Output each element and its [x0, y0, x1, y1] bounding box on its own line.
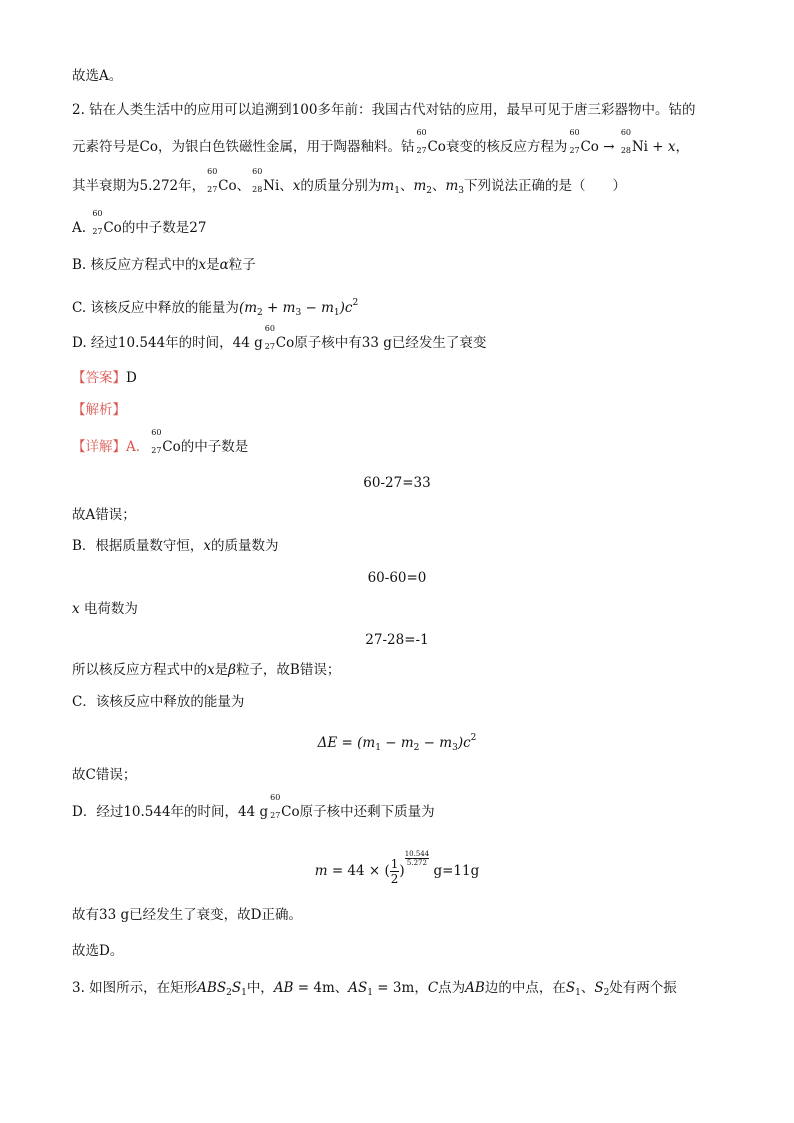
detail-d-conclusion: 故有33 g已经发生了衰变，故D正确。	[72, 907, 302, 923]
text-line: 故C错误；	[72, 767, 137, 783]
text: 中，	[246, 980, 274, 996]
text: 、	[580, 980, 595, 996]
nuclide-co60: 60 27 Co	[270, 793, 300, 820]
text: 其半衰期为5.272年，	[72, 178, 206, 194]
nuclide-co60: 60 27 Co	[207, 167, 237, 194]
nuclide-co60: 60 27 Co	[92, 209, 122, 236]
option-d: D. 经过10.544年的时间，44 g 60 27 Co原子核中有33 g已经发生了衰变	[72, 324, 487, 351]
option-text: 原子核中有	[294, 335, 362, 351]
text: 处有两个振	[609, 980, 677, 996]
option-text: 是	[206, 257, 220, 273]
text: 粒子，故B错误；	[235, 662, 341, 678]
nuclide-co60: 60 27 Co	[569, 128, 599, 155]
answer-value: D	[126, 370, 137, 386]
option-text: C. 该核反应中释放的能量为	[72, 300, 239, 316]
nuclide-ni60: 60 28 Ni	[620, 128, 648, 155]
text: 3. 如图所示，在矩形	[72, 980, 198, 996]
equation-5: m = 44 × ( $\frac{1}{2}$ ) $\frac{10.544}{5.272}$ g=11g	[314, 850, 480, 886]
text: 点为	[438, 980, 466, 996]
question-2-line-1: 2. 钴在人类生活中的应用可以追溯到100多年前：我国古代对钴的应用，最早可见于唐三彩器物中。钴的	[72, 102, 696, 118]
text: B．根据质量数守恒，	[72, 538, 204, 554]
answer-line	[72, 368, 137, 388]
option-text: 粒子	[228, 257, 256, 273]
option-text: 已经发生了衰变	[391, 335, 487, 351]
detail-b: B．根据质量数守恒，x的质量数为	[72, 538, 279, 554]
analysis-heading: 【解析】	[72, 402, 126, 418]
text: 的中子数是	[180, 439, 249, 455]
text: 所以核反应方程式中的	[72, 662, 207, 678]
text-line: 故A错误；	[72, 507, 136, 523]
detail-a	[72, 428, 249, 457]
option-c: C. 该核反应中释放的能量为$(m_2 + m_3 - m_1)c^2$	[72, 298, 359, 318]
text: 的质量数为	[211, 538, 279, 554]
option-a	[72, 209, 207, 238]
nuclide-ni60: 60 28 Ni	[252, 167, 280, 194]
equation-1: 60-27=33	[363, 475, 431, 491]
answer-label: 【答案】	[72, 370, 126, 386]
text: 衰变的核反应方程为	[445, 139, 568, 155]
text: 边的中点，在	[484, 980, 566, 996]
text: 电荷数为	[83, 601, 138, 617]
equation-2: 60-60=0	[367, 570, 427, 586]
text: 已经发生了衰变，故D正确。	[129, 907, 302, 923]
nuclide-co60: 60 27 Co	[416, 128, 446, 155]
option-text: 的中子数是27	[121, 220, 207, 236]
question-2-line-3: 其半衰期为5.272年， 60 27 Co、 60 28 Ni、x的质量分别为$m_1$、$m_2$、$m_3$下列说法正确的是（ ）	[72, 167, 627, 196]
detail-c: C．该核反应中释放的能量为	[72, 694, 245, 710]
text: 是	[214, 662, 229, 678]
text: 原子核中还剩下质量为	[299, 804, 435, 820]
option-b: B. 核反应方程式中的x是α粒子	[72, 257, 256, 273]
text: 的质量分别为	[300, 178, 382, 194]
question-2-line-2: 元素符号是Co，为银白色铁磁性金属，用于陶器釉料。钴 60 27 Co衰变的核反应方程为 60 27 Co → 60 28 Ni + x，	[72, 128, 689, 155]
text-line: x 电荷数为	[72, 601, 138, 617]
text: 故有	[72, 907, 99, 923]
detail-d	[72, 793, 435, 822]
question-3-line-1: 3. 如图所示，在矩形$ABS_2S_1$中，AB = 4m、$AS_1 = 3m$，C点为AB边的中点，在$S_1$、$S_2$处有两个振	[72, 980, 677, 998]
detail-b-conclusion: 所以核反应方程式中的x是β粒子，故B错误；	[72, 662, 341, 678]
text-line: 故选A。	[72, 68, 123, 84]
option-text: B. 核反应方程式中的	[72, 257, 199, 273]
text: 元素符号是Co，为银白色铁磁性金属，用于陶器釉料。钴	[72, 139, 415, 155]
option-text: D. 经过10.544年的时间，44 g	[72, 335, 263, 351]
text: D．经过10.544年的时间，44 g	[72, 804, 269, 820]
nuclide-co60: 60 27 Co	[264, 324, 295, 351]
option-label: A.	[72, 220, 87, 236]
text: ，	[414, 980, 428, 996]
text-line: 故选D。	[72, 943, 124, 959]
text: 下列说法正确的是（ ）	[464, 178, 627, 194]
analysis-label	[72, 400, 126, 420]
text: 、	[334, 980, 349, 996]
equation-3: 27-28=-1	[365, 632, 429, 648]
equation-4: $\Delta E = (m_1 - m_2 - m_3)c^2$	[317, 733, 477, 753]
nuclide-co60: 60 27 Co	[151, 428, 181, 455]
detail-label: 【详解】A．	[72, 439, 150, 455]
